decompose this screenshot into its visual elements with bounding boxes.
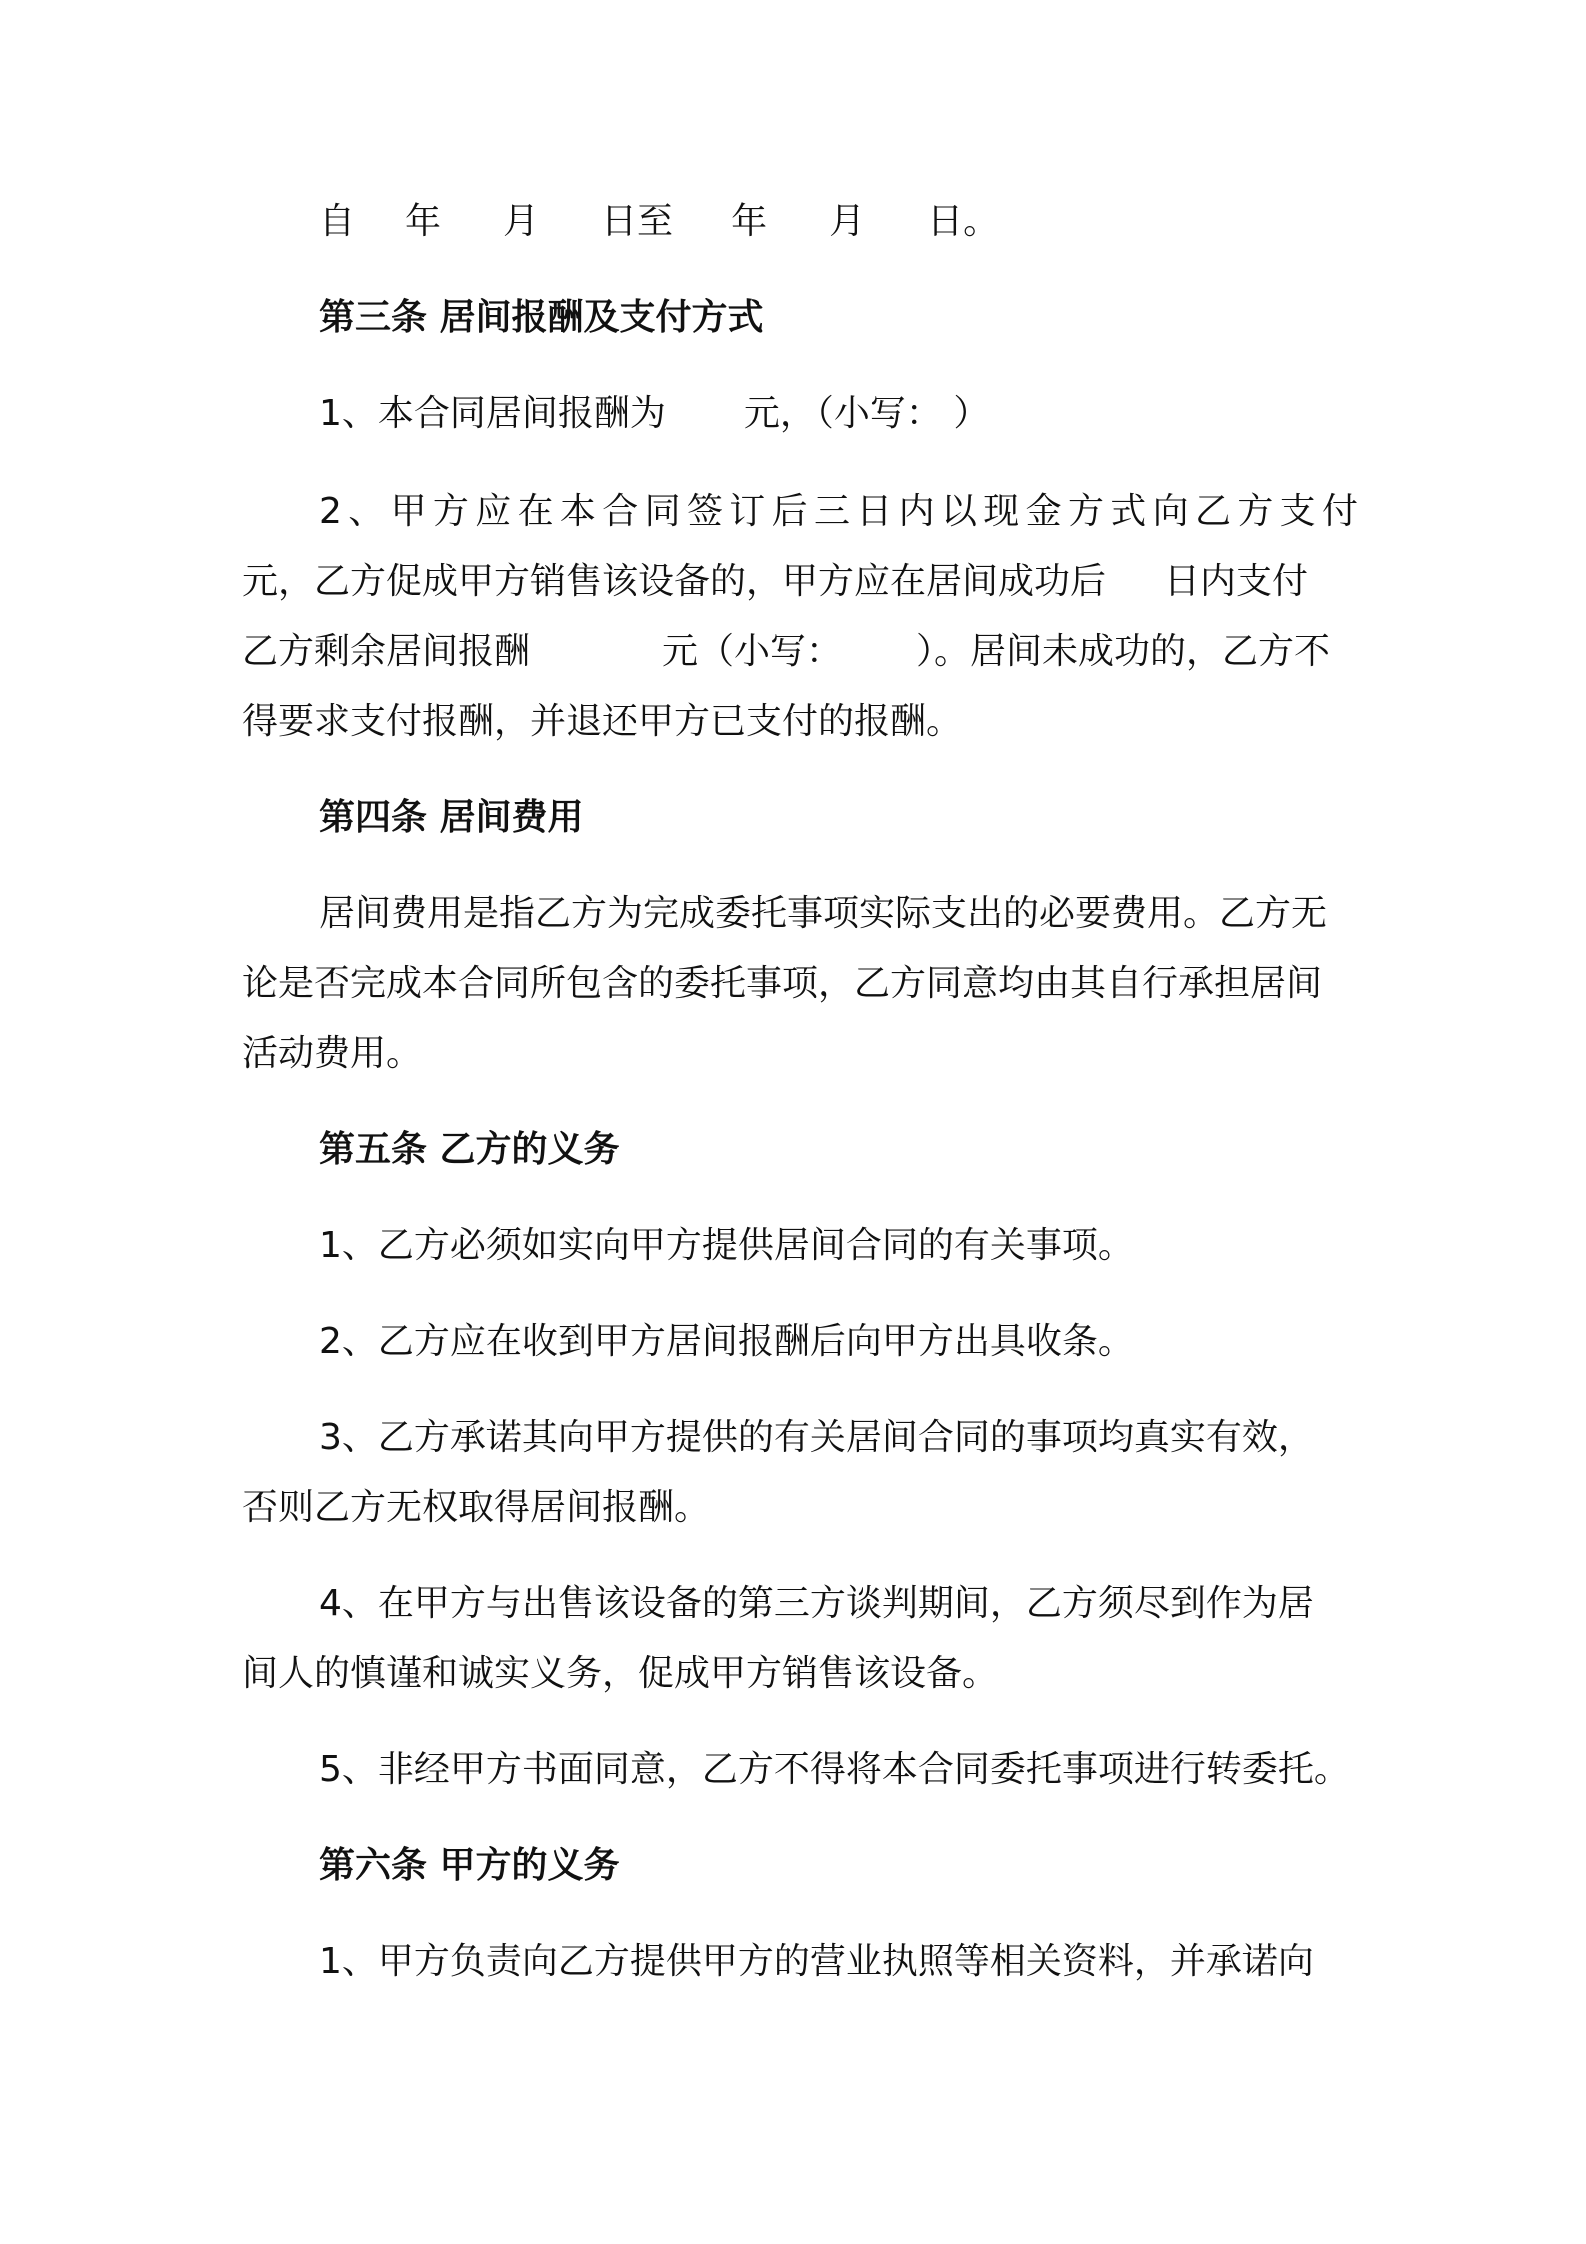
article-6-heading: 第六条 甲方的义务 xyxy=(319,1845,620,1886)
article-3-item-1 xyxy=(242,390,1358,438)
article-3-item-2-amount: 元（小写： xyxy=(662,631,843,672)
article-5-item-4-line-1: 4、在甲方与出售该设备的第三方谈判期间，乙方须尽到作为居 xyxy=(319,1583,1314,1624)
article-3-item-2-line-3 xyxy=(242,628,1358,676)
article-3-heading: 第三条 居间报酬及支付方式 xyxy=(319,297,764,338)
article-5-item-1: 1、乙方必须如实向甲方提供居间合同的有关事项。 xyxy=(319,1225,1134,1266)
date-part: 月 xyxy=(829,201,866,242)
article-4-para-line-3: 活动费用。 xyxy=(242,1033,423,1074)
date-part: 年 xyxy=(405,201,442,242)
date-part: 年 xyxy=(731,201,768,242)
article-6-item-1-line-1: 1、甲方负责向乙方提供甲方的营业执照等相关资料，并承诺向 xyxy=(319,1941,1314,1982)
article-3-item-2-line-2 xyxy=(242,558,1358,606)
article-4-para-line-2: 论是否完成本合同所包含的委托事项，乙方同意均由其自行承担居间 xyxy=(242,963,1323,1004)
article-5-item-3-line-1: 3、乙方承诺其向甲方提供的有关居间合同的事项均真实有效， xyxy=(319,1417,1314,1458)
article-3-item-2-days: 日内支付 xyxy=(1164,561,1309,602)
article-4-para-line-1: 居间费用是指乙方为完成委托事项实际支出的必要费用。乙方无 xyxy=(319,893,1328,934)
article-3-item-1-amount: 元，（小写： ） xyxy=(743,393,990,434)
article-3-item-2-text: 元，乙方促成甲方销售该设备的，甲方应在居间成功后 xyxy=(242,561,1107,602)
article-3-item-1-text: 1、本合同居间报酬为 xyxy=(319,393,666,434)
article-5-item-2: 2、乙方应在收到甲方居间报酬后向甲方出具收条。 xyxy=(319,1321,1134,1362)
article-3-item-2-line-4: 得要求支付报酬，并退还甲方已支付的报酬。 xyxy=(242,701,963,742)
article-4-heading: 第四条 居间费用 xyxy=(319,797,584,838)
article-5-heading: 第五条 乙方的义务 xyxy=(319,1129,620,1170)
article-5-item-4-line-2: 间人的慎谨和诚实义务，促成甲方销售该设备。 xyxy=(242,1653,999,1694)
date-part: 自 xyxy=(319,201,356,242)
article-3-item-2-remaining: 乙方剩余居间报酬 xyxy=(242,631,531,672)
article-5-item-5: 5、非经甲方书面同意，乙方不得将本合同委托事项进行转委托。 xyxy=(319,1749,1350,1790)
article-3-item-2-failure: ）。居间未成功的，乙方不 xyxy=(916,631,1331,672)
date-part: 日至 xyxy=(601,201,674,242)
date-line xyxy=(242,198,1358,246)
article-3-item-2-line-1: 2、甲方应在本合同签订后三日内以现金方式向乙方支付 xyxy=(319,491,1358,532)
date-part: 月 xyxy=(503,201,540,242)
date-part: 日。 xyxy=(927,201,1000,242)
article-5-item-3-line-2: 否则乙方无权取得居间报酬。 xyxy=(242,1487,711,1528)
